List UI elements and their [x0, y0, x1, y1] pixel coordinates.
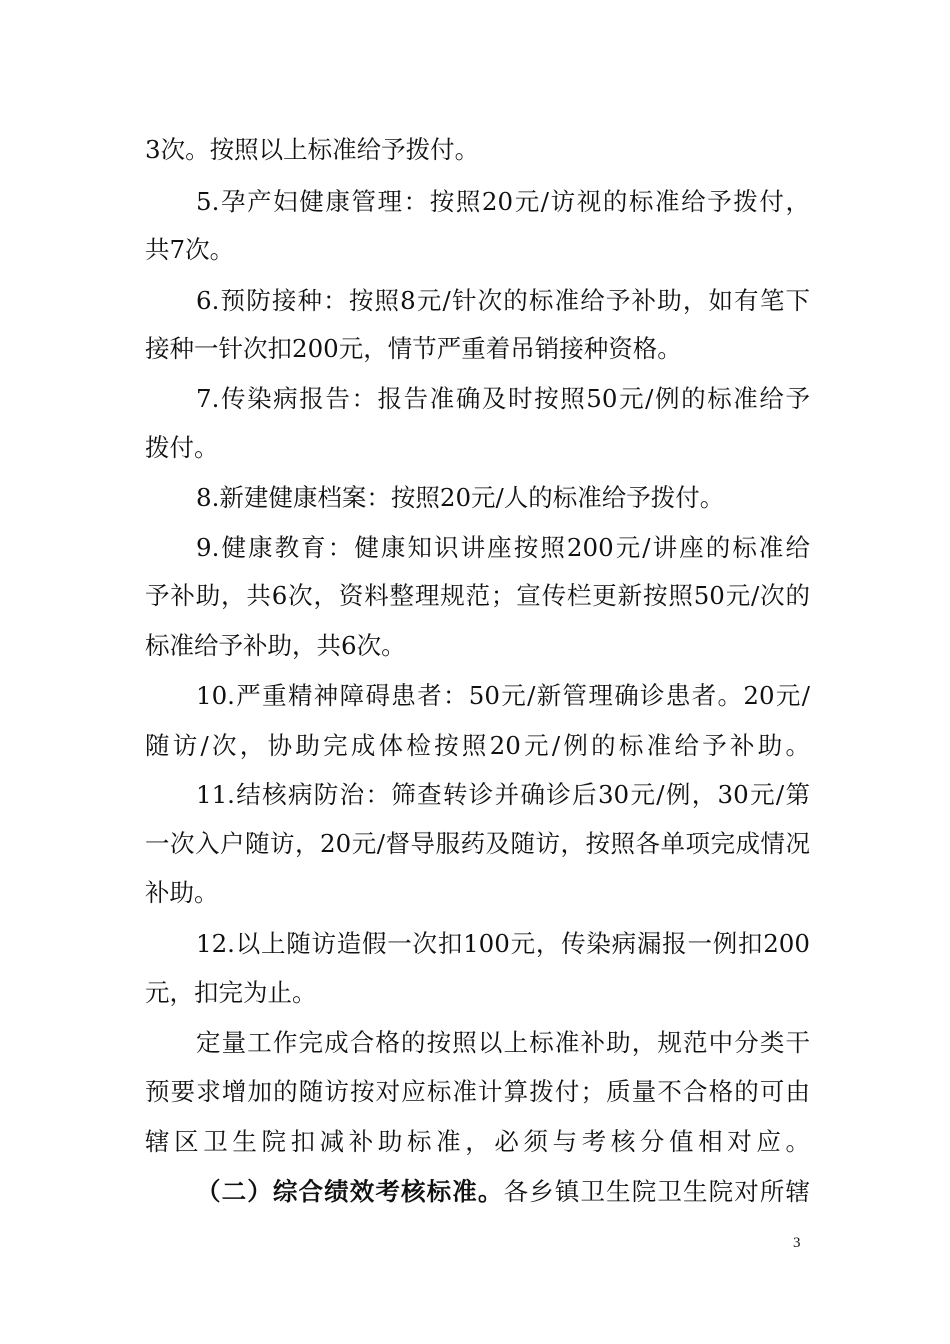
text-line: 8.新建健康档案：按照20元/人的标准给予拨付。 — [196, 483, 725, 512]
section-heading-line — [196, 1176, 810, 1208]
text-line: 12.以上随访造假一次扣100元，传染病漏报一例扣200 — [196, 929, 810, 958]
page-number: 3 — [793, 1235, 801, 1251]
text-line: 标准给予补助，共6次。 — [145, 631, 406, 660]
section-heading-continuation: 各乡镇卫生院卫生院对所辖 — [503, 1177, 811, 1206]
text-line: 7.传染病报告：报告准确及时按照50元/例的标准给予 — [196, 384, 810, 413]
text-line: 随访/次，协助完成体检按照20元/例的标准给予补助。 — [145, 731, 810, 760]
text-line: 预要求增加的随访按对应标准计算拨付；质量不合格的可由 — [145, 1077, 810, 1106]
text-line: 5.孕产妇健康管理：按照20元/访视的标准给予拨付， — [196, 187, 810, 216]
text-line: 定量工作完成合格的按照以上标准补助，规范中分类干 — [196, 1028, 810, 1057]
text-line: 一次入户随访，20元/督导服药及随访，按照各单项完成情况 — [145, 829, 810, 858]
text-line: 11.结核病防治：筛查转诊并确诊后30元/例，30元/第 — [196, 780, 810, 809]
text-line: 补助。 — [145, 878, 219, 907]
text-line: 接种一针次扣200元，情节严重着吊销接种资格。 — [145, 334, 682, 363]
text-line: 元，扣完为止。 — [145, 978, 317, 1007]
text-line: 予补助，共6次，资料整理规范；宣传栏更新按照50元/次的 — [145, 581, 810, 610]
text-line: 6.预防接种：按照8元/针次的标准给予补助，如有笔下 — [196, 286, 810, 315]
text-line: 拨付。 — [145, 433, 219, 462]
section-heading: （二）综合绩效考核标准。 — [196, 1177, 504, 1206]
text-line: 共7次。 — [145, 235, 235, 264]
text-line: 9.健康教育：健康知识讲座按照200元/讲座的标准给 — [196, 533, 810, 562]
text-line: 10.严重精神障碍患者：50元/新管理确诊患者。20元/ — [196, 681, 810, 710]
text-line: 3次。按照以上标准给予拨付。 — [145, 135, 480, 164]
text-line: 辖区卫生院扣减补助标准，必须与考核分值相对应。 — [145, 1127, 810, 1156]
